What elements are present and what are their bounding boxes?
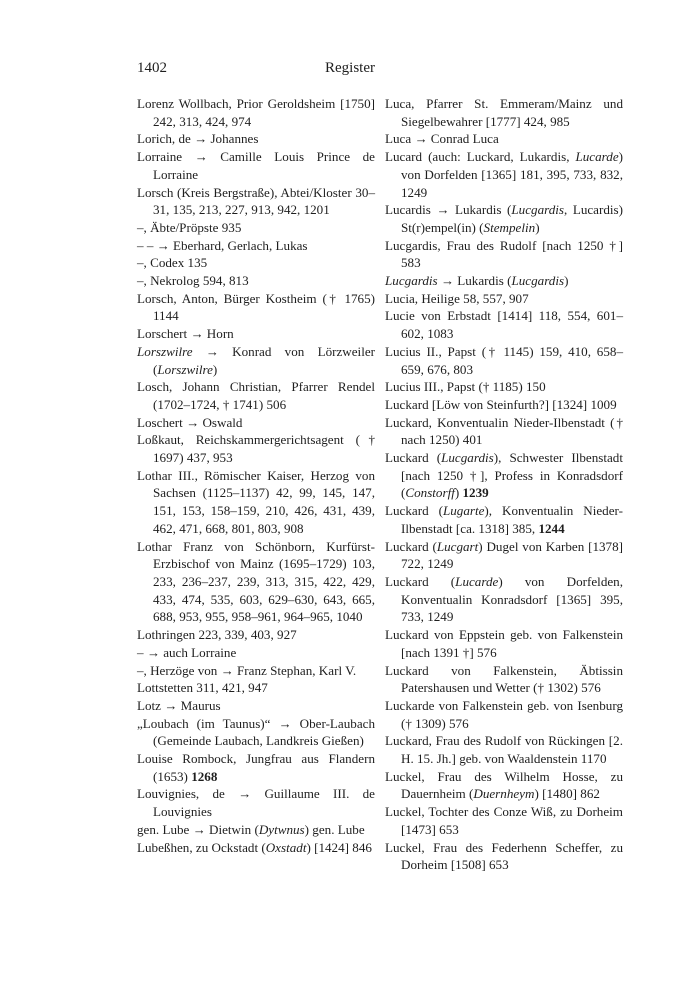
index-entry: „Loubach (im Taunus)“ → Ober-Laubach (Gemeinde Laubach, Landkreis Gießen)	[137, 715, 375, 749]
index-entry: Lorsch, Anton, Bürger Kostheim († 1765) 1144	[137, 290, 375, 324]
index-entry: – → auch Lorraine	[137, 644, 237, 660]
index-entry: Lorsch (Kreis Bergstraße), Abtei/Kloster 30–31, 135, 213, 227, 913, 942, 1201	[137, 184, 375, 218]
index-entry: Lucia, Heilige 58, 557, 907	[385, 290, 529, 306]
index-entry: Luca → Conrad Luca	[385, 131, 499, 147]
index-entry: – – → Eberhard, Gerlach, Lukas	[137, 237, 308, 253]
index-entry: Lucie von Erbstadt [1414] 118, 554, 601–602, 1083	[385, 308, 623, 342]
index-entry: Lothar Franz von Schönborn, Kurfürst-Erzbischof von Mainz (1695–1729) 103, 233, 236–237, 239, 313, 315, 422, 429, 433, 474, 535, 603, 629–630, 643, 665, 688, 953, 955, 958–961, 964–965, 1040	[137, 538, 375, 625]
index-entry: Losch, Johann Christian, Pfarrer Rendel (1702–1724, † 1741) 506	[137, 379, 375, 412]
index-entry: Lucard (auch: Luckard, Lukardis, Lucarde) von Dorfelden [1365] 181, 395, 733, 832, 1249	[385, 149, 623, 200]
index-entry: Luckard von Falkenstein, Äbtissin Patershausen und Wetter († 1302) 576	[385, 662, 623, 696]
index-entry: Lottstetten 311, 421, 947	[137, 680, 268, 696]
index-entry: Luckel, Frau des Federhenn Scheffer, zu Dorheim [1508] 653	[385, 839, 623, 873]
index-entry: Luckard [Löw von Steinfurth?] [1324] 1009	[385, 396, 617, 412]
index-entry: Lorraine → Camille Louis Prince de Lorraine	[137, 149, 375, 182]
index-entry: Lothringen 223, 339, 403, 927	[137, 627, 297, 643]
index-entry: Luckel, Frau des Wilhelm Hosse, zu Dauernheim (Duernheym) [1480] 862	[385, 768, 623, 802]
index-entry: Lucgardis → Lukardis (Lucgardis)	[385, 273, 569, 289]
right-index-column	[385, 95, 623, 874]
index-entry: –, Herzöge von → Franz Stephan, Karl V.	[137, 662, 357, 678]
index-entry: Lorenz Wollbach, Prior Geroldsheim [1750] 242, 313, 424, 974	[137, 96, 375, 129]
index-entry: Lucgardis, Frau des Rudolf [nach 1250 †] 583	[385, 237, 623, 271]
index-entry: Luckard, Konventualin Nieder-Ilbenstadt († nach 1250) 401	[385, 414, 623, 448]
index-entry: Lucius II., Papst († 1145) 159, 410, 658–659, 676, 803	[385, 343, 623, 377]
left-index-column	[137, 95, 375, 856]
index-entry: Loschert → Oswald	[137, 414, 243, 430]
index-entry: Lorschert → Horn	[137, 326, 234, 342]
index-entry: Louvignies, de → Guillaume III. de Louvignies	[137, 786, 375, 820]
running-head: Register	[325, 60, 375, 76]
index-entry: Luckard, Frau des Rudolf von Rückingen [2. H. 15. Jh.] geb. von Waaldenstein 1170	[385, 733, 623, 767]
index-entry: Luckarde von Falkenstein geb. von Isenburg († 1309) 576	[385, 697, 623, 731]
index-entry: Lorich, de → Johannes	[137, 131, 259, 147]
index-entry: Lorszwilre → Konrad von Lörzweiler (Lorszwilre)	[137, 343, 375, 377]
index-entry: Luca, Pfarrer St. Emmeram/Mainz und Siegelbewahrer [1777] 424, 985	[385, 96, 623, 129]
index-entry: –, Codex 135	[137, 255, 208, 271]
index-entry: Louise Rombock, Jungfrau aus Flandern (1653) 1268	[137, 751, 375, 784]
index-entry: Luckard (Lucarde) von Dorfelden, Konventualin Konradsdorf [1365] 395, 733, 1249	[385, 573, 623, 625]
index-entry: Luckard (Lucgardis), Schwester Ilbenstadt [nach 1250 †], Profess in Konradsdorf (Constorff) 1239	[385, 450, 623, 501]
index-entry: Loßkaut, Reichskammergerichtsagent († 1697) 437, 953	[137, 432, 375, 466]
index-entry: Luckard von Eppstein geb. von Falkenstein [nach 1391 †] 576	[385, 627, 623, 660]
index-entry: –, Nekrolog 594, 813	[137, 273, 249, 289]
index-entry: –, Äbte/Pröpste 935	[137, 219, 242, 235]
index-entry: Lubeßhen, zu Ockstadt (Oxstadt) [1424] 846	[137, 839, 372, 855]
page-number: 1402	[137, 60, 167, 76]
index-entry: Lotz → Maurus	[137, 697, 221, 713]
index-entry: Luckard (Lucgart) Dugel von Karben [1378] 722, 1249	[385, 538, 623, 572]
index-entry: Luckel, Tochter des Conze Wiß, zu Dorheim [1473] 653	[385, 804, 623, 837]
index-entry: Lothar III., Römischer Kaiser, Herzog von Sachsen (1125–1137) 42, 99, 145, 147, 151, 153, 158–159, 210, 426, 431, 439, 462, 471, 668, 801, 803, 908	[137, 467, 375, 536]
index-entry: Lucius III., Papst († 1185) 150	[385, 379, 546, 395]
index-entry: Lucardis → Lukardis (Lucgardis, Lucardis) St(r)empel(in) (Stempelin)	[385, 202, 623, 235]
index-entry: Luckard (Lugarte), Konventualin Nieder-Ilbenstadt [ca. 1318] 385, 1244	[385, 503, 623, 536]
index-entry: gen. Lube → Dietwin (Dytwnus) gen. Lube	[137, 821, 365, 837]
